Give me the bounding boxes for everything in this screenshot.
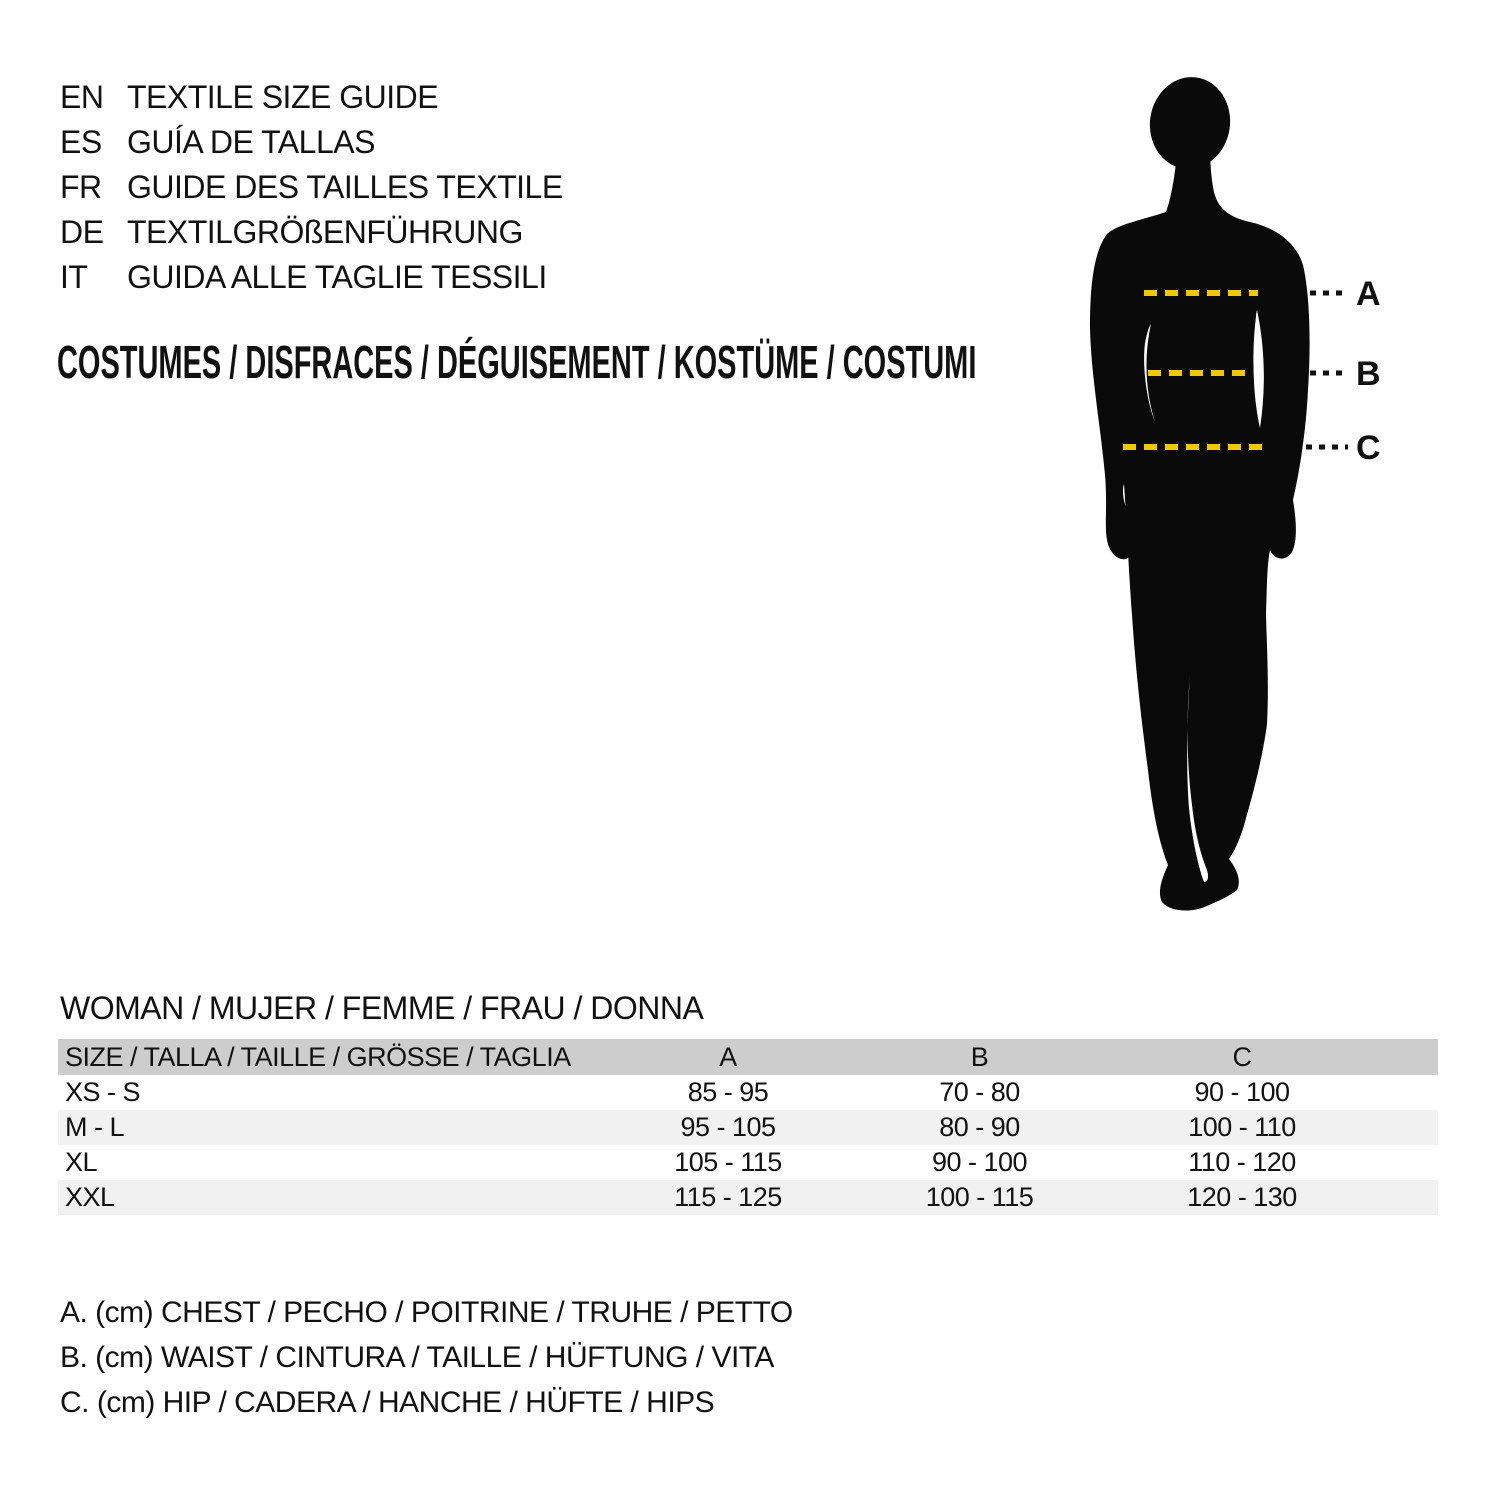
chest-range-cell: 85 - 95	[687, 1077, 769, 1107]
size-cell: XXL	[65, 1182, 115, 1212]
marker-label-c: C	[1356, 429, 1381, 467]
language-list	[60, 75, 563, 300]
header-col-b: B	[970, 1041, 989, 1072]
waist-range-cell: 90 - 100	[931, 1147, 1028, 1177]
measurement-figure	[1060, 60, 1400, 940]
language-label: TEXTILGRÖßENFÜHRUNG	[127, 214, 523, 250]
hip-range-cell: 90 - 100	[1194, 1077, 1290, 1107]
size-table	[58, 1039, 1438, 1215]
language-code: ES	[60, 124, 102, 160]
language-code: IT	[60, 259, 88, 295]
legend-line-chest: A. (cm) CHEST / PECHO / POITRINE / TRUHE / PETTO	[60, 1296, 793, 1329]
language-label: GUIDA ALLE TAGLIE TESSILI	[127, 259, 547, 295]
size-cell: M - L	[65, 1112, 125, 1142]
marker-label-b: B	[1356, 355, 1381, 393]
header-col-c: C	[1232, 1041, 1252, 1072]
language-label: GUÍA DE TALLAS	[127, 124, 375, 160]
hip-range-cell: 120 - 130	[1187, 1182, 1297, 1212]
waist-range-cell: 70 - 80	[939, 1077, 1020, 1107]
table-row	[58, 1180, 1438, 1215]
legend-line-hip: C. (cm) HIP / CADERA / HANCHE / HÜFTE / HIPS	[60, 1386, 715, 1419]
waist-range-cell: 100 - 115	[925, 1182, 1034, 1212]
header-size-label: SIZE / TALLA / TAILLE / GRÖSSE / TAGLIA	[65, 1041, 571, 1072]
chest-range-cell: 95 - 105	[680, 1112, 776, 1142]
language-code: EN	[60, 79, 104, 115]
table-header-row	[58, 1039, 1438, 1075]
section-title-woman: WOMAN / MUJER / FEMME / FRAU / DONNA	[60, 990, 704, 1026]
category-title: COSTUMES / DISFRACES / DÉGUISEMENT / KOSTÜME / COSTUMI	[57, 336, 977, 388]
hip-range-cell: 100 - 110	[1188, 1112, 1296, 1142]
marker-label-a: A	[1356, 275, 1381, 313]
language-code: FR	[60, 169, 102, 205]
chest-range-cell: 115 - 125	[674, 1182, 782, 1212]
waist-range-cell: 80 - 90	[939, 1112, 1020, 1142]
legend-line-waist: B. (cm) WAIST / CINTURA / TAILLE / HÜFTUNG / VITA	[60, 1341, 774, 1374]
size-cell: XS - S	[65, 1077, 141, 1107]
size-cell: XL	[65, 1147, 98, 1177]
table-row	[58, 1145, 1438, 1180]
language-label: GUIDE DES TAILLES TEXTILE	[127, 169, 563, 205]
hip-range-cell: 110 - 120	[1188, 1147, 1296, 1177]
measure-legend	[60, 1290, 793, 1425]
chest-range-cell: 105 - 115	[674, 1147, 782, 1177]
table-row	[58, 1110, 1438, 1145]
language-code: DE	[60, 214, 104, 250]
language-label: TEXTILE SIZE GUIDE	[127, 79, 439, 115]
header-col-a: A	[719, 1041, 737, 1072]
woman-silhouette	[1090, 148, 1310, 911]
table-row	[58, 1075, 1438, 1110]
